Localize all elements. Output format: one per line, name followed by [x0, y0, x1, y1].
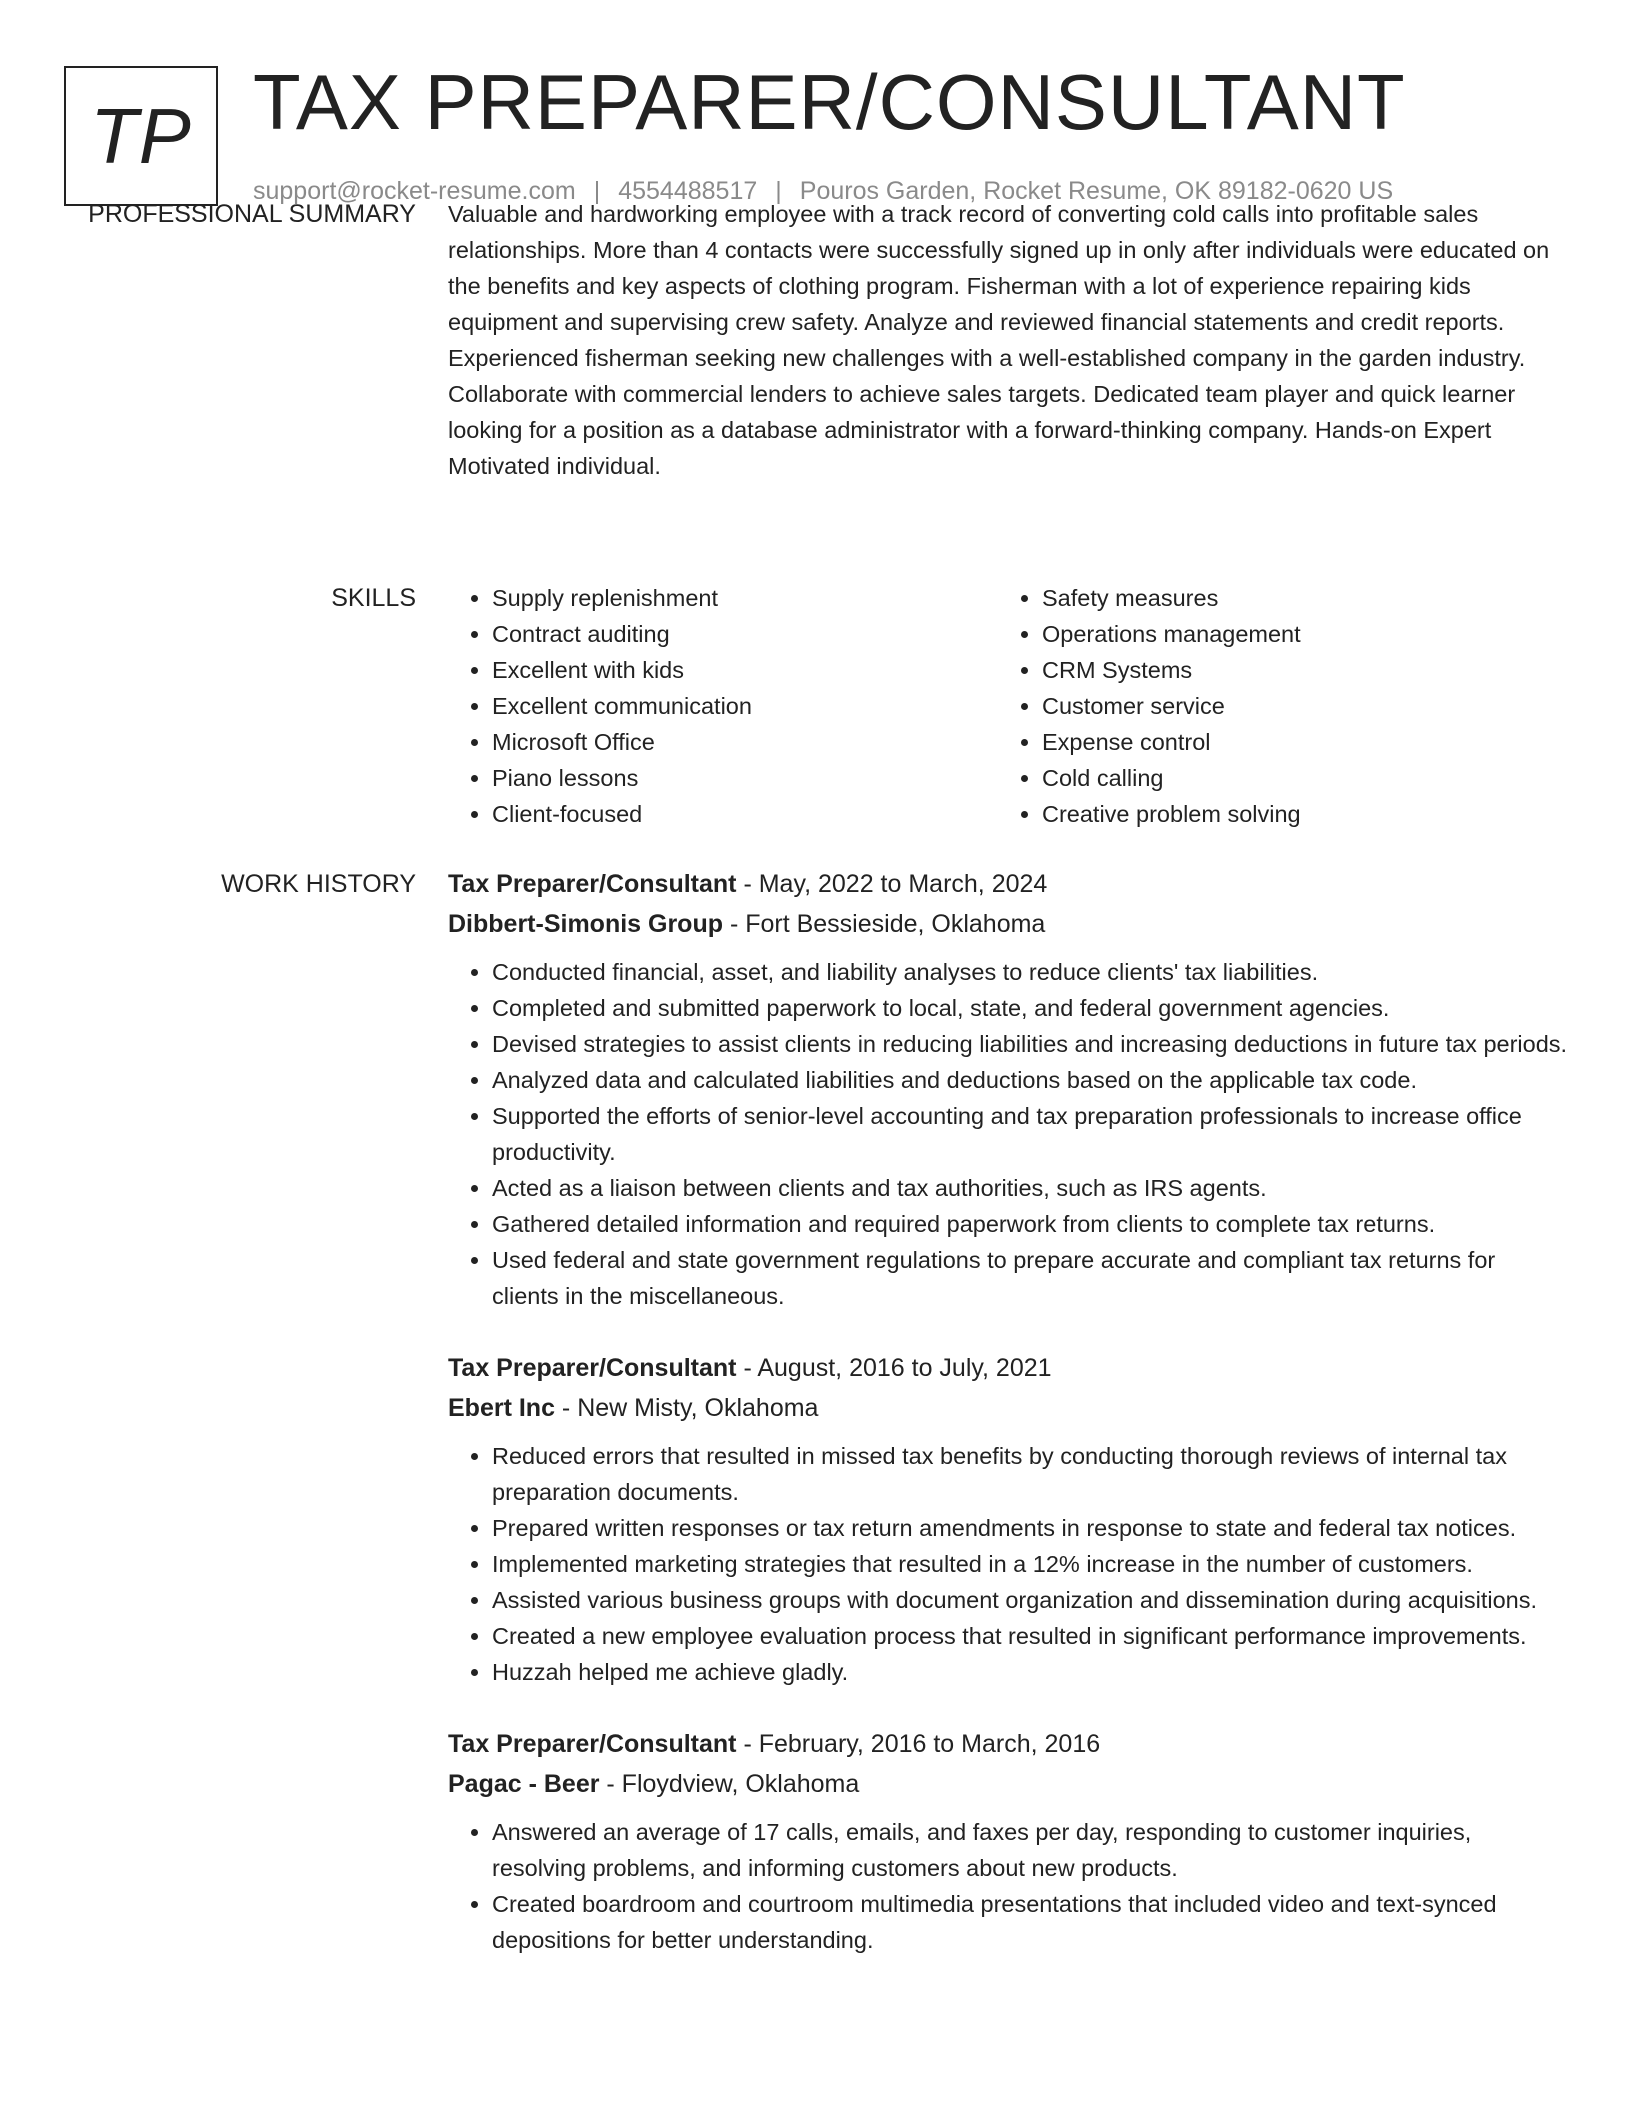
job-bullet: • Created boardroom and courtroom multimedia presentations that included video and text-synced depositions for better understanding. [492, 1886, 1568, 1958]
job-bullet: • Answered an average of 17 calls, emails, and faxes per day, responding to customer inquiries, resolving problems, and informing customers about new products. [492, 1814, 1568, 1886]
job-entry [448, 1724, 1568, 1958]
job-company-line [448, 1388, 1568, 1428]
summary-text: Valuable and hardworking employee with a track record of converting cold calls into profitable sales relationships. More than 4 contacts were successfully signed up in only after individuals were educated on the benefits and key aspects of clothing program. Fisherman with a lot of experience repairing kids equipment and supervising crew safety. Analyze and reviewed financial statements and credit reports. Experienced fisherman seeking new challenges with a well-established company in the garden industry. Collaborate with commercial lenders to achieve sales targets. Dedicated team player and quick learner looking for a position as a database administrator with a forward-thinking company. Hands-on Expert Motivated individual. [448, 201, 1550, 479]
job-bullets [448, 1814, 1568, 1958]
skill-item: • Contract auditing [492, 616, 998, 652]
skill-item: • Safety measures [1042, 580, 1548, 616]
job-bullet: • Devised strategies to assist clients in reducing liabilities and increasing deductions in future tax periods. [492, 1026, 1568, 1062]
skill-item: • CRM Systems [1042, 652, 1548, 688]
skill-item: • Excellent communication [492, 688, 998, 724]
job-bullet: • Huzzah helped me achieve gladly. [492, 1654, 1568, 1690]
skill-item: • Excellent with kids [492, 652, 998, 688]
skills-heading: SKILLS [331, 584, 416, 612]
skill-item: • Microsoft Office [492, 724, 998, 760]
job-bullet: • Analyzed data and calculated liabilities and deductions based on the applicable tax code. [492, 1062, 1568, 1098]
work-history-section [448, 864, 1568, 1992]
job-bullet: • Supported the efforts of senior-level accounting and tax preparation professionals to increase office productivity. [492, 1098, 1568, 1170]
job-location: - Fort Bessieside, Oklahoma [723, 910, 1046, 938]
skills-section [448, 580, 1568, 832]
page-title: TAX PREPARER/CONSULTANT [253, 58, 1406, 146]
contact-separator: | [593, 177, 601, 205]
skills-grid [448, 580, 1568, 832]
summary-heading: PROFESSIONAL SUMMARY [88, 200, 416, 228]
job-bullets [448, 954, 1568, 1314]
job-title-line [448, 864, 1568, 904]
job-company-line [448, 1764, 1568, 1804]
job-entry [448, 1348, 1568, 1690]
job-bullet: • Implemented marketing strategies that resulted in a 12% increase in the number of customers. [492, 1546, 1568, 1582]
job-dates: - February, 2016 to March, 2016 [736, 1730, 1101, 1758]
skill-item: • Customer service [1042, 688, 1548, 724]
contact-address: Pouros Garden, Rocket Resume, OK 89182-0620 US [799, 177, 1394, 205]
skill-item: • Client-focused [492, 796, 998, 832]
job-company-line [448, 904, 1568, 944]
job-title-line [448, 1348, 1568, 1388]
contact-phone[interactable]: 4554488517 [618, 177, 758, 205]
job-bullet: • Created a new employee evaluation process that resulted in significant performance improvements. [492, 1618, 1568, 1654]
skills-column-left [448, 580, 998, 832]
job-bullets [448, 1438, 1568, 1690]
job-location: - Floydview, Oklahoma [599, 1770, 860, 1798]
job-bullet: • Assisted various business groups with document organization and dissemination during acquisitions. [492, 1582, 1568, 1618]
job-company: Ebert Inc [448, 1394, 555, 1422]
job-title: Tax Preparer/Consultant [448, 870, 737, 898]
job-entry [448, 864, 1568, 1314]
job-dates: - August, 2016 to July, 2021 [736, 1354, 1052, 1382]
job-title-line [448, 1724, 1568, 1764]
skill-item: • Operations management [1042, 616, 1548, 652]
skill-item: • Creative problem solving [1042, 796, 1548, 832]
monogram-badge: TP [64, 66, 218, 206]
job-title: Tax Preparer/Consultant [448, 1354, 737, 1382]
job-title: Tax Preparer/Consultant [448, 1730, 737, 1758]
job-bullet: • Reduced errors that resulted in missed tax benefits by conducting thorough reviews of internal tax preparation documents. [492, 1438, 1568, 1510]
skills-column-right [998, 580, 1548, 832]
skill-item: • Cold calling [1042, 760, 1548, 796]
contact-email[interactable]: support@rocket-resume.com [253, 177, 576, 205]
job-bullet: • Completed and submitted paperwork to local, state, and federal government agencies. [492, 990, 1568, 1026]
contact-separator: | [775, 177, 782, 205]
job-company: Dibbert-Simonis Group [448, 910, 723, 938]
job-bullet: • Gathered detailed information and required paperwork from clients to complete tax returns. [492, 1206, 1568, 1242]
work-history-heading: WORK HISTORY [221, 870, 416, 898]
job-bullet: • Acted as a liaison between clients and tax authorities, such as IRS agents. [492, 1170, 1568, 1206]
job-bullet: • Prepared written responses or tax return amendments in response to state and federal tax notices. [492, 1510, 1568, 1546]
job-bullet: • Conducted financial, asset, and liability analyses to reduce clients' tax liabilities. [492, 954, 1568, 990]
job-location: - New Misty, Oklahoma [554, 1394, 819, 1422]
job-company: Pagac - Beer [448, 1770, 600, 1798]
skill-item: • Piano lessons [492, 760, 998, 796]
skill-item: • Expense control [1042, 724, 1548, 760]
summary-section [448, 196, 1568, 484]
job-dates: - May, 2022 to March, 2024 [736, 870, 1048, 898]
skill-item: • Supply replenishment [492, 580, 998, 616]
job-bullet: • Used federal and state government regulations to prepare accurate and compliant tax returns for clients in the miscellaneous. [492, 1242, 1568, 1314]
